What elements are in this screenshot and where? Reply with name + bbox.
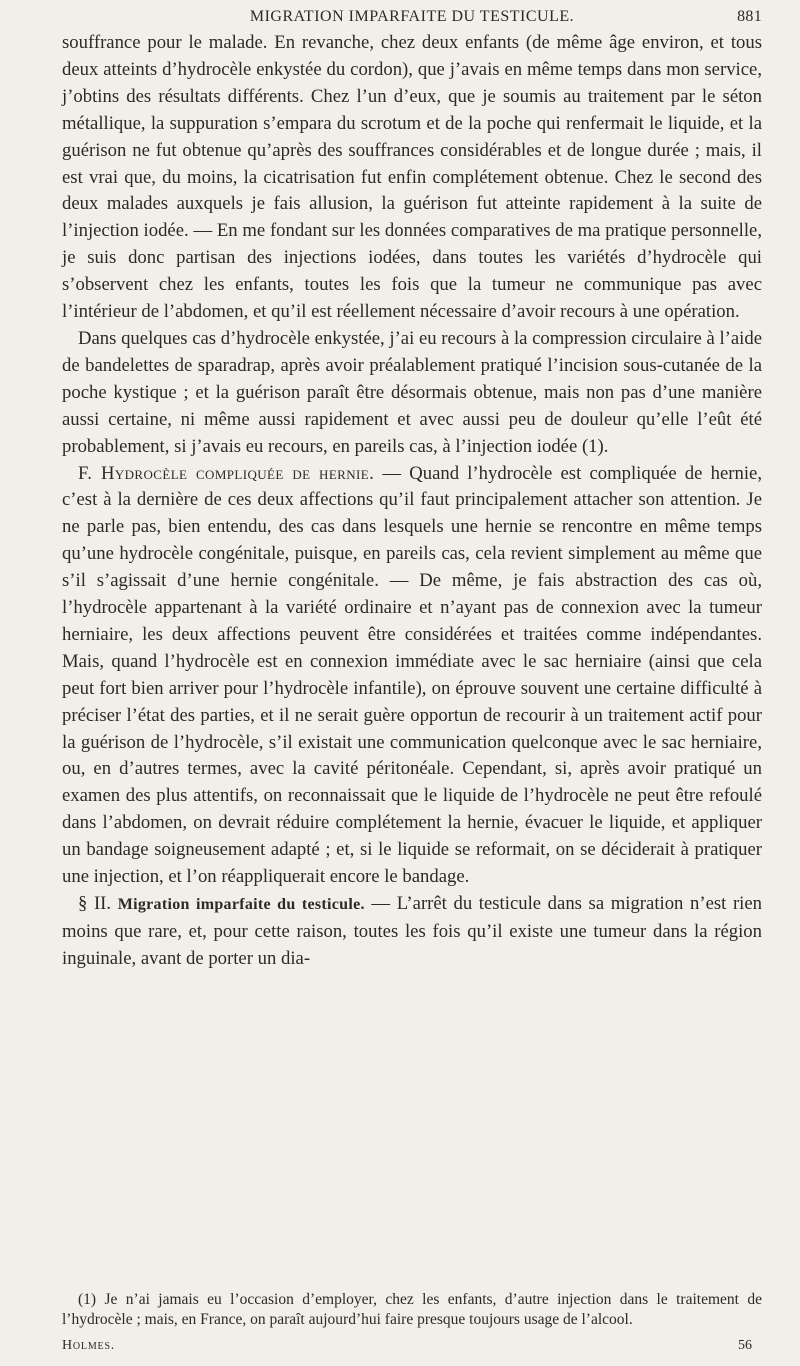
signature-mark: Holmes. [62, 1338, 116, 1353]
page-header [62, 8, 762, 32]
paragraph: Dans quelques cas d’hydrocèle enkystée, j’ai eu recours à la compression circulaire à l’aide de bandelettes de sparadrap, après avoir préalablement pratiqué l’incision sous-cutanée de la poche kystique ; et la guérison paraît être désormais obtenue, mais non pas d’une manière aussi certaine, ni même aussi rapidement et avec aussi peu de douleur qu’elle l’eût été probablement, si j’avais eu recours, en pareils cas, à l’injection iodée (1). [62, 327, 762, 457]
paragraph-text: — Quand l’hydrocèle est compliquée de hernie, c’est à la dernière de ces deux affections qu’il faut principalement attacher son attention. Je ne parle pas, bien entendu, des cas dans lesquels une hernie se rencontre en même temps qu’une hydrocèle congénitale, puisque, en pareils cas, cela revient simplement au même que s’il s’agissait d’une hernie congénitale. — De même, je fais abstraction des cas où, l’hydrocèle appartenant à la variété ordinaire et n’ayant pas de connexion avec la tumeur herniaire, les deux affections peuvent être considérées et traitées comme indépendantes. Mais, quand l’hydrocèle est en connexion immédiate avec le sac herniaire (ainsi que cela peut fort bien arriver pour l’hydrocèle infantile), on éprouve souvent une certaine difficulté à préciser l’état des parties, et il ne serait guère opportun de recourir à un traitement actif pour la guérison de l’hydrocèle, s’il existait une communication quelconque avec le sac herniaire, ou, en d’autres termes, avec la cavité péritonéale. Cependant, si, après avoir pratiqué un examen des plus attentifs, on reconnaissait que le liquide de l’hydrocèle ne peut être refoulé dans l’abdomen, on devrait réduire complétement la hernie, évacuer le liquide, et appliquer un bandage soigneusement adapté ; et, si le liquide se reformait, on se déciderait à pratiquer une injection, et l’on réappliquerait encore le bandage. [62, 462, 762, 888]
body-text [62, 30, 762, 973]
page-number: 881 [737, 8, 762, 25]
section-number: § II. [78, 893, 112, 914]
sheet-mark: 56 [738, 1338, 752, 1353]
paragraph-hernia [62, 461, 762, 892]
section-heading: F. Hydrocèle compliquée de hernie. [78, 462, 375, 484]
section-heading: Migration imparfaite du testicule. [117, 896, 365, 913]
paragraph-migration [62, 891, 762, 973]
paragraph: souffrance pour le malade. En revanche, chez deux enfants (de même âge environ, et tous deux atteints d’hydrocèle enkystée du cordon), que j’avais en même temps dans mon service, j’obtins des résultats différents. Chez l’un d’eux, que je soumis au traitement par le séton métallique, la suppuration s’empara du scrotum et de la poche qui renfermait le liquide, et la guérison ne fut obtenue qu’après des souffrances considérables et de longue durée ; mais, il est vrai que, du moins, la cicatrisation fut enfin complétement obtenue. Chez le second des deux malades auxquels je fais allusion, la guérison fut atteinte rapidement à la suite de l’injection iodée. — En me fondant sur les données comparatives de ma pratique personnelle, je suis donc partisan des injections iodées, dans toutes les variétés d’hydrocèle qui s’observent chez les enfants, toutes les fois que la tumeur ne communique pas avec l’intérieur de l’abdomen, et qu’il est réellement nécessaire d’avoir recours à une opération. [62, 32, 762, 323]
running-title: MIGRATION IMPARFAITE DU TESTICULE. [249, 8, 575, 25]
footnote-text: (1) Je n’ai jamais eu l’occasion d’employer, chez les enfants, d’autre injection dans le traitement de l’hydrocèle ; mais, en France, on paraît aujourd’hui faire presque toujours usage de l’alcool. [62, 1291, 762, 1328]
footnote [62, 1290, 762, 1330]
paragraph-text: — L’arrêt du testicule dans sa migration n’est rien moins que rare, et, pour cette raison, toutes les fois qu’il existe une tumeur dans la région inguinale, avant de porter un dia- [62, 893, 762, 969]
